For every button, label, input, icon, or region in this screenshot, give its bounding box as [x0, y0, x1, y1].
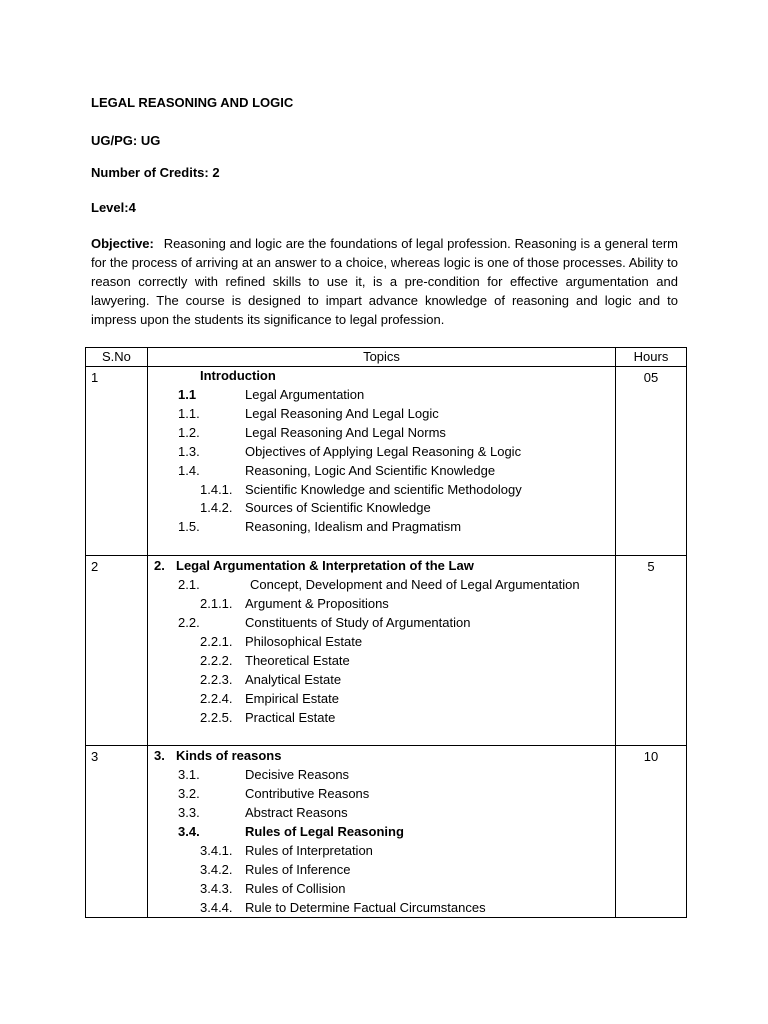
header-topics: Topics: [148, 348, 616, 367]
topic-text: Objectives of Applying Legal Reasoning & Logic: [245, 444, 522, 459]
objective-paragraph: [91, 234, 678, 329]
topic-text: Legal Reasoning And Legal Logic: [245, 406, 439, 421]
topic-text: Practical Estate: [245, 710, 336, 725]
topic-number: 1.5.: [178, 519, 200, 534]
ug-pg-label: UG/PG: UG: [91, 133, 161, 148]
topic-line: [200, 367, 276, 385]
topic-number: 3.: [154, 748, 165, 763]
topic-number: 1.4.2.: [200, 500, 233, 515]
topic-number: 2.1.: [178, 577, 200, 592]
topic-number: 2.: [154, 558, 165, 573]
topic-number: 2.2.5.: [200, 710, 233, 725]
topic-text: Rules of Collision: [245, 881, 346, 896]
row-topics: [148, 556, 616, 746]
topic-number: 2.2.4.: [200, 691, 233, 706]
topic-text: Legal Reasoning And Legal Norms: [245, 425, 446, 440]
topic-number: 2.2.3.: [200, 672, 233, 687]
topic-number: 3.4.1.: [200, 843, 233, 858]
topic-text: Legal Argumentation: [245, 387, 365, 402]
row-sno: 3: [86, 746, 148, 918]
topic-number: 3.4.4.: [200, 900, 233, 915]
topic-text: Reasoning, Logic And Scientific Knowledge: [245, 463, 496, 478]
topic-text: Decisive Reasons: [245, 767, 350, 782]
topic-text: Rules of Inference: [245, 862, 351, 877]
topic-number: 2.2.1.: [200, 634, 233, 649]
topic-text: Analytical Estate: [245, 672, 342, 687]
topic-text: Sources of Scientific Knowledge: [245, 500, 431, 515]
course-title: LEGAL REASONING AND LOGIC: [91, 95, 294, 110]
topic-text: Legal Argumentation & Interpretation of the Law: [176, 558, 474, 573]
header-sno: S.No: [86, 348, 148, 367]
topic-text: Rules of Interpretation: [245, 843, 373, 858]
syllabus-table: [85, 347, 687, 918]
topic-number: 1.3.: [178, 444, 200, 459]
header-hours: Hours: [616, 348, 687, 367]
topic-number: 3.4.: [178, 824, 200, 839]
topic-text: Rule to Determine Factual Circumstances: [245, 900, 486, 915]
topic-text: Empirical Estate: [245, 691, 339, 706]
topic-text: Contributive Reasons: [245, 786, 370, 801]
topic-number: 3.4.3.: [200, 881, 233, 896]
topic-text: Theoretical Estate: [245, 653, 350, 668]
topic-number: 1.4.1.: [200, 482, 233, 497]
topic-number: 2.1.1.: [200, 596, 233, 611]
table-header-row: [86, 348, 687, 367]
objective-text: Reasoning and logic are the foundations of legal profession. Reasoning is a general term for the process of arriving at an answer to a choice, whereas logic is one of those processes. Ability to reason correctly with refined skills to use it, is a pre-condition for effective argumentation and lawyering. The course is designed to impart advance knowledge of reasoning and logic and to impress upon the students its significance to legal profession.: [91, 236, 678, 327]
topic-number: 3.1.: [178, 767, 200, 782]
topic-text: Reasoning, Idealism and Pragmatism: [245, 519, 462, 534]
topic-text: Abstract Reasons: [245, 805, 348, 820]
row-sno: 2: [86, 556, 148, 746]
row-hours: 5: [616, 556, 687, 746]
row-sno: 1: [86, 367, 148, 556]
topic-number: 3.3.: [178, 805, 200, 820]
table-row: [86, 556, 687, 746]
row-hours: 10: [616, 746, 687, 918]
topic-text: Constituents of Study of Argumentation: [245, 615, 471, 630]
table-row: [86, 746, 687, 918]
objective-label: Objective:: [91, 236, 154, 251]
topic-number: 2.2.: [178, 615, 200, 630]
topic-text: Introduction: [200, 368, 276, 383]
topic-text: Concept, Development and Need of Legal Argumentation: [250, 577, 580, 592]
row-hours: 05: [616, 367, 687, 556]
topic-number: 3.2.: [178, 786, 200, 801]
topic-number: 1.2.: [178, 425, 200, 440]
topic-text: Rules of Legal Reasoning: [245, 824, 404, 839]
topic-number: 2.2.2.: [200, 653, 233, 668]
topic-number: 1.1.: [178, 406, 200, 421]
row-topics: [148, 367, 616, 556]
topic-number: 1.4.: [178, 463, 200, 478]
topic-text: Scientific Knowledge and scientific Methodology: [245, 482, 522, 497]
credits-label: Number of Credits: 2: [91, 165, 220, 180]
topic-text: Philosophical Estate: [245, 634, 363, 649]
topic-number: 1.1: [178, 387, 197, 402]
topic-text: Argument & Propositions: [245, 596, 389, 611]
topic-text: Kinds of reasons: [176, 748, 282, 763]
topic-number: 3.4.2.: [200, 862, 233, 877]
level-label: Level:4: [91, 200, 136, 215]
row-topics: [148, 746, 616, 918]
table-row: [86, 367, 687, 556]
